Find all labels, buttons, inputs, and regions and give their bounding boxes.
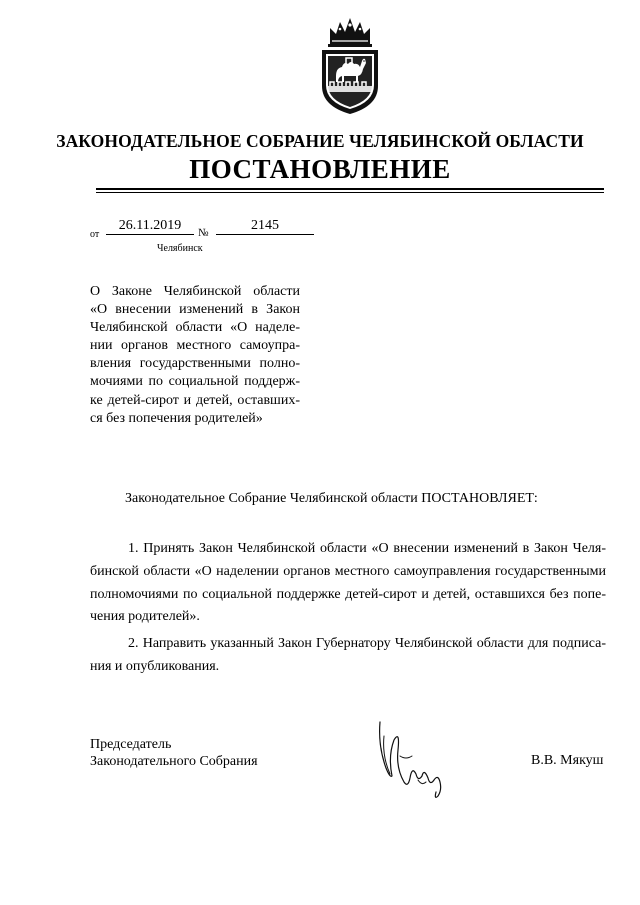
- subject-line: нии органов местного самоупра-: [90, 338, 300, 354]
- paragraph-2: [90, 633, 606, 679]
- paragraph-line: полномочиями по социальной поддержке детей-сирот и детей, оставшихся без попе-: [90, 586, 606, 602]
- subject-line: мочиями по социальной поддерж-: [90, 374, 300, 390]
- date-underline: [106, 234, 194, 235]
- document-date: 26.11.2019: [118, 218, 182, 233]
- subject-line: Челябинской области «О наделе-: [90, 320, 300, 336]
- header-divider-thick: [96, 188, 604, 190]
- number-underline: [216, 234, 314, 235]
- document-number: 2145: [251, 218, 279, 233]
- document-type-title: ПОСТАНОВЛЕНИЕ: [189, 154, 451, 184]
- signatory-title-line: Законодательного Собрания: [90, 754, 258, 769]
- handwritten-signature: [370, 716, 454, 802]
- subject-line: вления государственными полно-: [90, 356, 300, 372]
- paragraph-line: 1. Принять Закон Челябинской области «О внесении изменений в Закон Челя-: [128, 541, 606, 556]
- signatory-title-line: Председатель: [90, 737, 172, 752]
- signatory-title: [90, 736, 258, 770]
- number-prefix: №: [198, 227, 209, 239]
- header-divider-thin: [96, 192, 604, 193]
- document-city: Челябинск: [157, 243, 203, 254]
- subject-line: «О внесении изменений в Закон: [90, 302, 300, 318]
- document-subject: [90, 283, 300, 428]
- subject-line: ся без попечения родителей»: [90, 410, 263, 426]
- subject-line: О Законе Челябинской области: [90, 284, 300, 299]
- paragraph-1: [90, 538, 606, 629]
- chelyabinsk-coat-of-arms-icon: [316, 14, 384, 118]
- organization-title: ЗАКОНОДАТЕЛЬНОЕ СОБРАНИЕ ЧЕЛЯБИНСКОЙ ОБЛАСТИ: [56, 131, 584, 151]
- date-prefix: от: [90, 229, 100, 240]
- paragraph-line: чения родителей».: [90, 609, 200, 625]
- paragraph-line: ния и опубликования.: [90, 658, 220, 674]
- resolves-statement: Законодательное Собрание Челябинской области ПОСТАНОВЛЯЕТ:: [125, 491, 538, 506]
- paragraph-line: бинской области «О наделении органов местного самоуправления государственными: [90, 563, 606, 579]
- signatory-name: В.В. Мякуш: [531, 753, 604, 768]
- subject-line: ке детей-сирот и детей, оставших-: [90, 392, 300, 408]
- paragraph-line: 2. Направить указанный Закон Губернатору Челябинской области для подписа-: [128, 636, 606, 651]
